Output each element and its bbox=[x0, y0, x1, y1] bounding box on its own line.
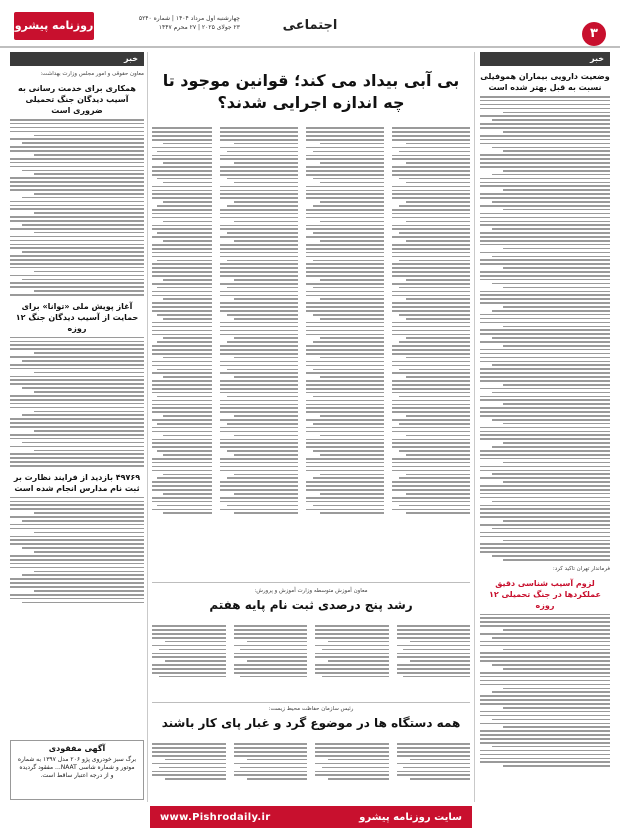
notice-title: آگهی مفقودی bbox=[48, 744, 106, 753]
section-rule bbox=[152, 702, 470, 703]
left-body-text bbox=[10, 119, 144, 296]
left-headline-2[interactable]: آغاز پویش ملی «توانا» برای حمایت از آسیب دیدگان جنگ ۱۲ روزه bbox=[15, 301, 139, 333]
right-kicker: خبر bbox=[480, 52, 610, 66]
date-international: ۲۳ جولای ۲۰۲۵ | ۲۷ محرم ۱۴۴۷ bbox=[158, 24, 240, 31]
right-headline: وضعیت دارویی بیماران هموفیلی نسبت به قبل بهتر شده است bbox=[480, 72, 610, 92]
right-box-sup: فرماندار تهران تاکید کرد: bbox=[552, 565, 610, 572]
section-rule bbox=[152, 582, 470, 583]
newspaper-logo[interactable]: روزنامه پیشرو bbox=[14, 12, 94, 40]
main-body-col bbox=[392, 125, 470, 592]
section-title: اجتماعی bbox=[282, 18, 338, 33]
left-body-text-3 bbox=[10, 497, 144, 604]
main-body-col bbox=[306, 125, 384, 592]
story-pupils-sup: معاون آموزش متوسطه وزارت آموزش و پرورش: bbox=[254, 588, 368, 594]
page-number: ۳ bbox=[582, 22, 606, 46]
masthead bbox=[0, 0, 620, 48]
notice-text: برگ سبز خودروی پژو ۲۰۶ مدل ۱۳۹۷ به شماره موتور و شماره شاسی NAAT... مفقود گردیده و از درجه اعتبار ساقط است. bbox=[17, 756, 137, 779]
footer-website-link[interactable]: www.Pishrodaily.ir bbox=[160, 811, 271, 823]
left-body-text-2 bbox=[10, 337, 144, 467]
main-body-col bbox=[152, 125, 212, 592]
footer-banner[interactable] bbox=[150, 806, 472, 828]
story-dust bbox=[152, 706, 470, 782]
date-persian: چهارشنبه اول مرداد ۱۴۰۴ | شماره ۵۲۴۰ bbox=[138, 15, 240, 22]
main-body bbox=[152, 122, 470, 592]
story-pupils bbox=[152, 588, 470, 680]
right-box-headline: لزوم آسیب شناسی دقیق عملکردها در جنگ تحمیلی ۱۲ روزه bbox=[489, 578, 601, 610]
notice-box bbox=[10, 740, 144, 800]
left-headline[interactable]: همکاری برای خدمت رسانی به آسیب دیدگان جنگ تحمیلی ضروری است bbox=[18, 84, 136, 115]
right-column bbox=[480, 52, 610, 692]
story-dust-sup: رئیس سازمان حفاظت محیط زیست: bbox=[268, 706, 354, 712]
main-headline[interactable]: بی آبی بیداد می کند؛ قوانین موجود تا چه اندازه اجرایی شدند؟ bbox=[162, 71, 460, 112]
story-dust-body bbox=[152, 738, 470, 782]
right-box-body bbox=[480, 614, 610, 767]
left-headline-3[interactable]: ۴۹۷۶۹ بازدید از فرایند نظارت بر ثبت نام مدارس انجام شده است bbox=[13, 472, 141, 493]
column-divider bbox=[147, 52, 148, 802]
story-pupils-body bbox=[152, 620, 470, 680]
footer-label: سایت روزنامه پیشرو bbox=[359, 811, 462, 823]
dateline bbox=[100, 14, 240, 32]
story-dust-headline[interactable]: همه دستگاه ها در موضوع گرد و غبار پای کار باشند bbox=[161, 716, 461, 730]
left-kicker: خبر bbox=[10, 52, 144, 66]
story-pupils-headline[interactable]: رشد پنج درصدی ثبت نام پایه هفتم bbox=[209, 598, 413, 612]
main-body-col bbox=[220, 125, 298, 592]
left-sup: معاون حقوقی و امور مجلس وزارت بهداشت: bbox=[40, 71, 144, 77]
main-story bbox=[152, 52, 470, 572]
column-divider bbox=[474, 52, 475, 802]
left-column bbox=[10, 52, 144, 692]
right-body-text bbox=[480, 96, 610, 561]
